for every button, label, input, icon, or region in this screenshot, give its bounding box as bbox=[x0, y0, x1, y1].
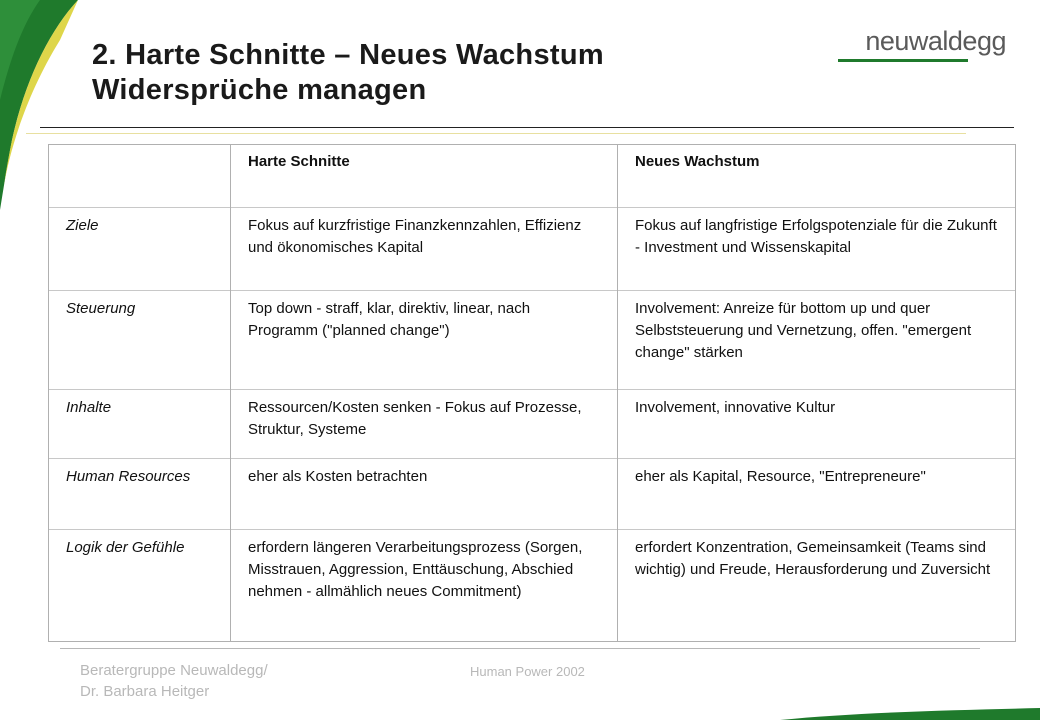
row-category: Human Resources bbox=[48, 458, 230, 529]
cell-neues-wachstum: Involvement, innovative Kultur bbox=[617, 389, 1016, 458]
cell-neues-wachstum: erfordert Konzentration, Gemeinsamkeit (Teams sind wichtig) und Freude, Herausforderung und Zuversicht bbox=[635, 538, 991, 578]
footer-author-line-2: Dr. Barbara Heitger bbox=[80, 683, 210, 700]
cell-harte-schnitte: Top down - straff, klar, direktiv, linear, nach Programm ("planned change") bbox=[230, 290, 617, 389]
row-category: Logik der Gefühle bbox=[66, 538, 185, 556]
row-category: Ziele bbox=[48, 207, 230, 290]
header-divider bbox=[40, 127, 1014, 128]
cell-harte-schnitte: eher als Kosten betrachten bbox=[230, 458, 617, 529]
footer-author bbox=[80, 660, 268, 702]
table-header-empty bbox=[48, 144, 230, 207]
comparison-table bbox=[48, 144, 1016, 642]
table-column-divider bbox=[230, 144, 231, 642]
footer-event: Human Power 2002 bbox=[470, 664, 585, 679]
header-accent-line bbox=[26, 133, 966, 134]
table-column-divider bbox=[617, 144, 618, 642]
table-header-neues-wachstum: Neues Wachstum bbox=[617, 144, 1016, 207]
cell-neues-wachstum: Fokus auf langfristige Erfolgspotenziale für die Zukunft - Investment und Wissenskapital bbox=[617, 207, 1016, 290]
title-line-1: 2. Harte Schnitte – Neues Wachstum bbox=[92, 39, 604, 71]
table-row bbox=[48, 290, 1016, 389]
table-row bbox=[48, 389, 1016, 458]
cell-harte-schnitte: Fokus auf kurzfristige Finanzkennzahlen, Effizienz und ökonomisches Kapital bbox=[230, 207, 617, 290]
table-row bbox=[48, 529, 1016, 642]
footer-divider bbox=[60, 648, 980, 649]
row-category: Inhalte bbox=[48, 389, 230, 458]
table-row bbox=[48, 207, 1016, 290]
table-header-harte-schnitte: Harte Schnitte bbox=[230, 144, 617, 207]
footer-author-line-1: Beratergruppe Neuwaldegg/ bbox=[80, 662, 268, 679]
logo-text: neuwaldegg bbox=[865, 26, 1006, 56]
row-category: Steuerung bbox=[48, 290, 230, 389]
cell-neues-wachstum: Involvement: Anreize für bottom up und quer Selbststeuerung und Vernetzung, offen. "emergent change" stärken bbox=[617, 290, 1016, 389]
table-row bbox=[48, 458, 1016, 529]
cell-neues-wachstum: eher als Kapital, Resource, "Entrepreneure" bbox=[617, 458, 1016, 529]
neuwaldegg-logo bbox=[838, 26, 1006, 62]
green-corner-decoration bbox=[780, 708, 1040, 720]
table-header-row bbox=[48, 144, 1016, 207]
logo-underline bbox=[838, 59, 968, 62]
page-title bbox=[92, 38, 604, 108]
cell-harte-schnitte: erfordern längeren Verarbeitungsprozess (Sorgen, Misstrauen, Aggression, Enttäuschung, Abschied nehmen - allmählich neues Commitment) bbox=[248, 538, 583, 600]
cell-harte-schnitte: Ressourcen/Kosten senken - Fokus auf Prozesse, Struktur, Systeme bbox=[230, 389, 617, 458]
title-line-2: Widersprüche managen bbox=[92, 73, 427, 106]
